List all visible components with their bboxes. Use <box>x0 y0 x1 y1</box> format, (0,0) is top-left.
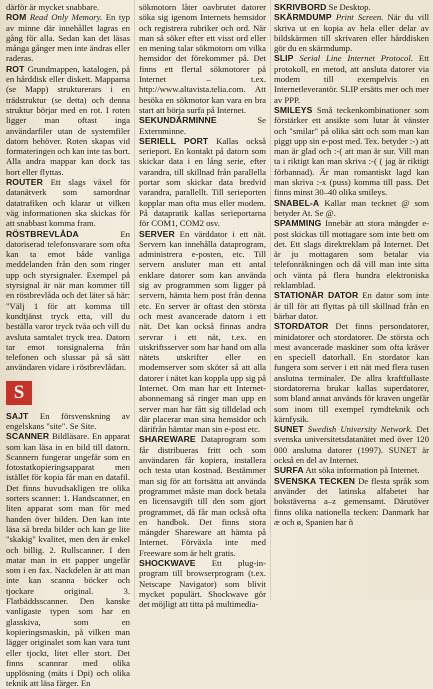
column-3 <box>274 2 429 600</box>
entry-term: SPAMMING <box>274 218 322 229</box>
entry-definition: Kallas också serieport. En kontakt på datorn som skickar data i en lång serie, efter varandra, till skillnad från parallella portar som skickar data bredvid varandra, parallellt. Till serieporten kopplar man ofta mus eller modem. På datapratik kallas serieportarna för COM1, COM2 osv. <box>139 135 267 229</box>
section-letter-box: S <box>6 381 32 405</box>
column-1 <box>6 2 131 689</box>
entry-definition: Ett protokoll, en metod, att ansluta datorer via modem till exempelvis en Internetleverantör. SLIP ersätts mer och mer av PPP. <box>274 53 430 105</box>
dictionary-entry <box>274 465 429 475</box>
entry-definition: Dataprogram som får distribueras fritt och som användaren får kopiera, installera och testa utan kostnad. Bestämmer man sig för att fortsätta att använda programmet måste man dock betala en licensavgift till den som gjort programmet, då får man också ofta en handbok. Det finns stora mängder Shareware att hämta på Internet. Förväxla inte med Freeware som är helt gratis. <box>139 434 267 558</box>
entry-definition: En datoriserad telefonsvarare som ofta kan ta emot både vanliga meddelanden från den som ringer upp och styrsignaler. Exempel på styrsignal är när man kommer till en röstbrevlåda och det läter så här: "Välj 1 för att komma till kundtjänst tryck etta, vill du beställa varor tryck tvåa och vill du avsluta samtalet tryck trea. Datorn tar emot tonsignalerna från telefonen och slussar på så sätt användaren vidare i röstbrevlådan. <box>6 228 130 373</box>
dictionary-entry <box>139 2 266 115</box>
entry-definition: Se Desktop. <box>328 2 371 12</box>
entry-term: SAJT <box>6 410 29 421</box>
dictionary-entry <box>274 218 429 290</box>
dictionary-entry <box>274 476 429 527</box>
entry-term: SKRIVBORD <box>274 2 327 12</box>
entry-definition: Innebär att stora mängder e-post skickas till mottagare som inte bett om det. Ett slags direktreklam på Internet. Det är ju mottagaren som betalar via telefonräkningen och då vill man inte sitta och vänta på flera hundra elektroniska reklamblad. <box>274 218 430 291</box>
entry-definition: Små teckenkombinationer som förstärker ett ansikte som lutar åt vänster och "smilar" på olika sätt och som man kan piggt upp sin e-post med. Tex. betyder :-) att man är glad och :-( att man är sur. Vill man ta i riktigt kan man skriva :-( ( jag är riktigt förbannad). Är man romantiskt lagd kan man skriva :-x (puss) komma till pass. Det finns minst 30–40 olika smileys. <box>274 104 430 198</box>
dictionary-entry <box>274 321 429 424</box>
entry-definition: När du vill skriva ut en kopia av hela eller delar av bildskärmen till skrivaren eller hårddisken gör du en skärmdump. <box>274 12 430 54</box>
entry-term: SHOCKWAVE <box>139 558 196 569</box>
entry-term: SKÄRMDUMP <box>274 12 332 23</box>
entry-term: SERVER <box>139 228 175 239</box>
entry-definition: En försvenskning av engelskans "site". Se Site. <box>6 410 130 431</box>
section-letter <box>6 373 130 411</box>
dictionary-entry <box>6 64 130 177</box>
dictionary-entry <box>274 2 429 12</box>
entry-term: SCANNER <box>6 431 50 442</box>
entry-definition: Att söka information på Internet. <box>305 465 420 476</box>
entry-term: RÖSTBREVLÅDA <box>6 228 79 239</box>
entry-term: SUNET <box>274 424 304 435</box>
dictionary-entry <box>139 434 266 558</box>
entry-definition: Det finns persondatorer, minidatorer och stordatorer. De största och mest avancerade maskiner som ofta kräver en speciell datorhall. En stordator kan fungera som server i ett nät med flera tusen anslutna terminaler. De allra kraftfullaste stordatorerna brukar kallas superdatorer, som bland annat används för kraven ungefär som inom till exempel rymdteknik och kärnfysik. <box>274 321 429 424</box>
entry-definition: Ett plug-in-program till browserprogram (t.ex. Netscape Navigator) som blivit mycket populärt. Shockwave gör det möjligt att titta på multimedia- <box>139 558 267 610</box>
dictionary-entry <box>274 53 429 104</box>
dictionary-entry <box>139 229 266 435</box>
entry-term: ROUTER <box>6 177 43 188</box>
entry-english-term: Serial Line Internet Protocol. <box>299 53 413 64</box>
dictionary-entry <box>6 2 130 12</box>
entry-definition: sökmotorn låter oavbrutet datorer söka sig igenom Internets hemsidor och registrera rubriker och ord. När man så söker efter ett visst ord eller en mening talar sökmotorn om vilka hemsidor det förekommer på. Det finns ett flertal sökmotorer på Internet – t.ex. http://www.altavista.telia.com. Att besöka en sökmotor kan vara en bra start att börja surfa på Internet. <box>139 2 266 115</box>
dictionary-entry <box>6 411 130 432</box>
entry-definition: De flesta språk som använder det latinska alfabetet har bokstäverna a–z gemensamt. Därutöver finns olika nationella tecken: Danmark har æ och ø, Spanien har ñ <box>274 475 429 527</box>
entry-definition: En dator som inte är till för att flyttas på till skillnad från en bärbar dator. <box>274 290 430 321</box>
entry-definition: därför är mycket snabbare. <box>6 2 100 12</box>
entry-definition: Grundmappen, katalogen, på en hårddisk eller diskett. Mapparna (se Mapp) strukturerars i en trädstruktur (se detta) och denna struktur börjar med en rot. I roten ligger man oftast inga användarfiler utan de systemfiler datorn behöver. Roten skapas vid formateringen och kan inte tas bort. Alla andra mappar kan dock tas bort eller flyttas. <box>6 63 131 177</box>
column-divider <box>134 0 135 600</box>
entry-term: ROT <box>6 63 25 74</box>
entry-definition: Ett slags växel för datanätverk som samordnar datatrafiken och klarar ut vilken väg informationen ska skickas för att snabbast komma fram. <box>6 177 131 229</box>
dictionary-entry <box>139 136 266 229</box>
entry-english-term: Read Only Memory. <box>29 12 103 23</box>
dictionary-entry <box>274 105 429 198</box>
entry-term: SVENSKA TECKEN <box>274 475 356 486</box>
dictionary-entry <box>274 424 429 465</box>
entry-term: SMILEYS <box>274 104 313 115</box>
entry-definition: En typ av minne där innehållet lagras en gång för alla. Sedan kan det läsas många gånger men inte ändras eller raderas. <box>6 12 130 64</box>
entry-term: SERIELL PORT <box>139 135 209 146</box>
entry-term: STATIONÄR DATOR <box>274 290 359 301</box>
column-2 <box>139 2 267 610</box>
entry-term: SEKUNDÄRMINNE <box>139 115 217 126</box>
entry-definition: Bildläsare. En apparat som kan läsa in en bild till datorn. Scannern fungerar ungefär som en fotostatkopieringsapparat men istället för kopia får man en datafil. Det finns huvudsakligen tre olika sorters scanner: 1. Handscanner, en liten apparat som man för med handen över bilden. Den kan inte läsa så breda bilder och kan ge lite "skakig" kvalitet, men den är enkel och billig. 2. Rullscanner. I den matar man in ett papper ungefär som i en fax. Nackdelen är att man inte kan scanna böcker och tjockare original. 3. Flatbäddsscanner. Den kanske vanligaste typen som har en glasskiva, som en kopieringsmaskin, på vilken man lägger originalet som kan vara tunt eller tjockt, litet eller stort. Det finns scannrar med olika upplösning (mäts i Dpi) och olika teknik att läsa färger. En <box>6 431 131 689</box>
dictionary-entry <box>274 198 429 219</box>
entry-definition: Det svenska universitetsdatanätet med över 120 000 anslutna datorer (1997). SUNET är också en del av Internet. <box>274 424 430 466</box>
dictionary-entry <box>139 115 266 136</box>
entry-term: SNABEL-A <box>274 197 320 208</box>
entry-term: ROM <box>6 12 27 23</box>
dictionary-entry <box>274 290 429 321</box>
column-divider <box>270 0 271 600</box>
entry-definition: Se Externminne. <box>139 115 266 136</box>
entry-term: SHAREWARE <box>139 434 196 445</box>
dictionary-entry <box>6 431 130 688</box>
entry-term: SLIP <box>274 53 294 64</box>
dictionary-entry <box>139 558 266 609</box>
dictionary-entry <box>6 229 130 373</box>
dictionary-entry <box>6 12 130 63</box>
entry-term: SURFA <box>274 465 304 476</box>
dictionary-entry <box>274 12 429 53</box>
entry-english-term: Swedish University Network. <box>307 424 413 435</box>
entry-definition: Kallar man tecknet @ som betyder At. Se @. <box>274 197 430 218</box>
dictionary-entry <box>6 177 130 228</box>
entry-definition: En värddator i ett nät. Servern kan innehålla dataprogram, administrera e-posten, etc. Till servern ansluter man ett antal enklare datorer som kan använda sig av programmen som ligger på servern, hämta hem post från denna etc. En server är oftast den största och mest avancerade datorn i ett nät. Det kan också finnas andra servrar i ett nät, t.ex. en utskriftsserver som har hand om alla nätets utskrifter eller en modemserver som sköter så att alla datorer i nätet kan koppla upp sig på Internet. Om man har ett Internet-abonnemang så ringer man upp en server man har fått sig tilldelad och där placerar man sina hemsidor och därifrån hämtar man sin e-post etc. <box>139 228 266 435</box>
entry-term: STORDATOR <box>274 321 329 332</box>
entry-english-term: Print Screen. <box>335 12 384 23</box>
